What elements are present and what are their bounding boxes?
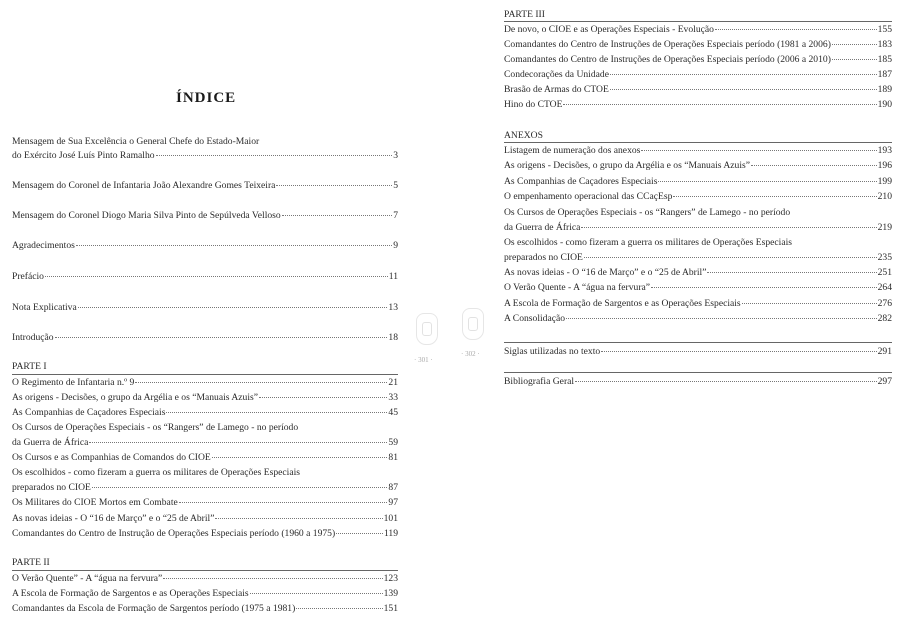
toc-entry[interactable]: A Escola de Formação de Sargentos e as Operações Especiais 139 (12, 588, 398, 599)
page-number: 18 (388, 332, 398, 343)
leader-dots (179, 502, 388, 503)
section-divider (504, 21, 892, 22)
page-number: 282 (877, 313, 892, 324)
index-title: ÍNDICE (176, 90, 237, 106)
page-number: 276 (877, 298, 892, 309)
page-number: 235 (877, 252, 892, 263)
leader-dots (250, 593, 383, 594)
toc-entry[interactable]: As origens - Decisões, o grupo da Argélia e os “Manuais Azuis” 196 (504, 160, 892, 171)
leader-dots (610, 74, 877, 75)
page-number: 13 (388, 302, 398, 313)
leader-dots (276, 185, 392, 186)
toc-entry[interactable]: Comandantes do Centro de Instrução de Operações Especiais período (1960 a 1975) 119 (12, 528, 398, 539)
page-number: 59 (388, 437, 398, 448)
leader-dots (584, 257, 877, 258)
toc-entry[interactable]: Agradecimentos 9 (12, 240, 398, 251)
toc-entry[interactable]: Comandantes do Centro de Instruções de Operações Especiais período (2006 a 2010) 185 (504, 54, 892, 65)
leader-dots (715, 29, 877, 30)
page-number: 291 (877, 346, 892, 357)
page-number: 185 (877, 54, 892, 65)
leader-dots (742, 303, 877, 304)
leader-dots (259, 397, 387, 398)
page-number: 5 (393, 180, 398, 191)
page-number: 7 (393, 210, 398, 221)
toc-entry-title: Os Cursos de Operações Especiais - os “Rangers” de Lamego - no período (12, 422, 299, 433)
toc-entry[interactable]: Introdução 18 (12, 332, 398, 343)
toc-entry[interactable]: preparados no CIOE 235 (504, 252, 892, 263)
page-number: 251 (877, 267, 892, 278)
leader-dots (575, 381, 877, 382)
leader-dots (135, 382, 387, 383)
section-heading: PARTE I (12, 361, 47, 372)
leader-dots (641, 150, 876, 151)
leader-dots (336, 533, 383, 534)
leader-dots (707, 272, 876, 273)
toc-entry[interactable]: O empenhamento operacional das CCaçEsp 210 (504, 191, 892, 202)
section-heading: PARTE II (12, 557, 50, 568)
page-number: 264 (877, 282, 892, 293)
leader-dots (45, 276, 388, 277)
leader-dots (163, 578, 382, 579)
toc-entry[interactable]: da Guerra de África 219 (504, 222, 892, 233)
leader-dots (78, 307, 388, 308)
toc-entry[interactable]: As Companhias de Caçadores Especiais 199 (504, 176, 892, 187)
toc-entry[interactable]: Os Cursos e as Companhias de Comandos do CIOE 81 (12, 452, 398, 463)
toc-entry[interactable]: Hino do CTOE 190 (504, 99, 892, 110)
crest-emblem-icon (416, 313, 438, 345)
section-heading: ANEXOS (504, 130, 543, 141)
section-divider (12, 374, 398, 375)
page-number: 11 (388, 271, 398, 282)
page-number: 139 (383, 588, 398, 599)
leader-dots (658, 181, 876, 182)
page-number: 33 (388, 392, 398, 403)
page-number: 297 (877, 376, 892, 387)
leader-dots (282, 215, 393, 216)
toc-entry-title: Os escolhidos - como fizeram a guerra os militares de Operações Especiais (12, 467, 300, 478)
toc-entry[interactable]: Listagem de numeração dos anexos 193 (504, 145, 892, 156)
toc-entry[interactable]: O Verão Quente - A “água na fervura” 264 (504, 282, 892, 293)
leader-dots (89, 442, 387, 443)
toc-entry[interactable]: Os Militares do CIOE Mortos em Combate 97 (12, 497, 398, 508)
page-number: 123 (383, 573, 398, 584)
page-number: 45 (388, 407, 398, 418)
toc-entry[interactable]: Comandantes do Centro de Instruções de Operações Especiais período (1981 a 2006) 183 (504, 39, 892, 50)
leader-dots (673, 196, 876, 197)
page-number: 183 (877, 39, 892, 50)
page-number: 219 (877, 222, 892, 233)
toc-entry[interactable]: preparados no CIOE 87 (12, 482, 398, 493)
leader-dots (581, 227, 876, 228)
page-number: 97 (388, 497, 398, 508)
toc-entry[interactable]: As origens - Decisões, o grupo da Argélia e os “Manuais Azuis” 33 (12, 392, 398, 403)
leader-dots (296, 608, 382, 609)
toc-entry[interactable]: A Consolidação 282 (504, 313, 892, 324)
toc-entry[interactable]: Condecorações da Unidade 187 (504, 69, 892, 80)
toc-entry[interactable]: A Escola de Formação de Sargentos e as Operações Especiais 276 (504, 298, 892, 309)
page-number: 87 (388, 482, 398, 493)
page-number: 199 (877, 176, 892, 187)
toc-entry[interactable]: Bibliografia Geral 297 (504, 376, 892, 387)
toc-entry[interactable]: Nota Explicativa 13 (12, 302, 398, 313)
page-number: 196 (877, 160, 892, 171)
toc-entry[interactable]: As novas ideias - O “16 de Março” e o “25 de Abril” 101 (12, 513, 398, 524)
toc-entry[interactable]: O Regimento de Infantaria n.º 9 21 (12, 377, 398, 388)
page-number: 81 (388, 452, 398, 463)
toc-entry[interactable]: De novo, o CIOE e as Operações Especiais - Evolução 155 (504, 24, 892, 35)
leader-dots (166, 412, 387, 413)
toc-entry-title: Mensagem de Sua Excelência o General Chefe do Estado-Maior (12, 136, 260, 147)
page-number: 101 (383, 513, 398, 524)
leader-dots (92, 487, 388, 488)
page-number: 119 (383, 528, 398, 539)
section-divider (12, 570, 398, 571)
toc-entry[interactable]: do Exército José Luís Pinto Ramalho 3 (12, 150, 398, 161)
toc-entry[interactable]: Prefácio 11 (12, 271, 398, 282)
leader-dots (55, 337, 388, 338)
leader-dots (212, 457, 388, 458)
leader-dots (156, 155, 393, 156)
toc-entry[interactable]: Siglas utilizadas no texto 291 (504, 346, 892, 357)
leader-dots (751, 165, 877, 166)
toc-entry[interactable]: Mensagem do Coronel de Infantaria João Alexandre Gomes Teixeira 5 (12, 180, 398, 191)
page-number-left: · 301 · (414, 356, 433, 364)
toc-entry-title: Os Cursos de Operações Especiais - os “Rangers” de Lamego - no período (504, 207, 791, 218)
page-number: 210 (877, 191, 892, 202)
toc-entry[interactable]: As Companhias de Caçadores Especiais 45 (12, 407, 398, 418)
toc-entry[interactable]: Brasão de Armas do CTOE 189 (504, 84, 892, 95)
leader-dots (215, 518, 382, 519)
leader-dots (832, 44, 877, 45)
page-number: 190 (877, 99, 892, 110)
toc-entry[interactable]: Mensagem do Coronel Diogo Maria Silva Pinto de Sepúlveda Velloso 7 (12, 210, 398, 221)
leader-dots (601, 351, 876, 352)
page-number-right: · 302 · (461, 350, 480, 358)
leader-dots (651, 287, 877, 288)
page-number: 151 (383, 603, 398, 614)
section-divider (504, 372, 892, 373)
page-number: 187 (877, 69, 892, 80)
page-number: 155 (877, 24, 892, 35)
leader-dots (832, 59, 877, 60)
section-divider (504, 142, 892, 143)
toc-entry[interactable]: Comandantes da Escola de Formação de Sargentos período (1975 a 1981) 151 (12, 603, 398, 614)
section-divider (504, 342, 892, 343)
page-number: 193 (877, 145, 892, 156)
page-number: 3 (393, 150, 398, 161)
leader-dots (610, 89, 877, 90)
leader-dots (566, 318, 877, 319)
toc-entry[interactable]: O Verão Quente” - A “água na fervura” 123 (12, 573, 398, 584)
page-number: 189 (877, 84, 892, 95)
toc-entry[interactable]: As novas ideias - O “16 de Março” e o “25 de Abril” 251 (504, 267, 892, 278)
page-number: 21 (388, 377, 398, 388)
leader-dots (563, 104, 876, 105)
section-heading: PARTE III (504, 9, 545, 20)
toc-entry[interactable]: da Guerra de África 59 (12, 437, 398, 448)
leader-dots (76, 245, 392, 246)
toc-entry-title: Os escolhidos - como fizeram a guerra os militares de Operações Especiais (504, 237, 792, 248)
page-number: 9 (393, 240, 398, 251)
